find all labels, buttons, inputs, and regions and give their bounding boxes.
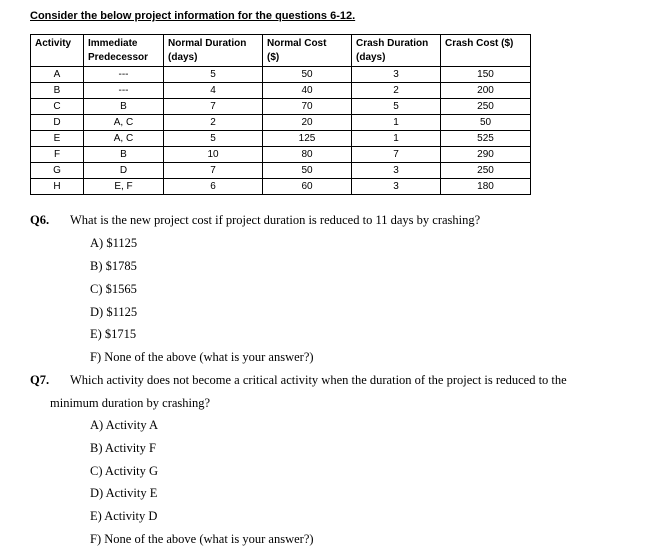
cell-normal-duration: 7 xyxy=(164,163,263,179)
cell-crash-duration: 7 xyxy=(352,147,441,163)
question-text: What is the new project cost if project duration is reduced to 11 days by crashing? xyxy=(70,213,481,227)
answer-option: A) Activity A xyxy=(90,418,159,432)
cell-crash-duration: 3 xyxy=(352,179,441,195)
table-row xyxy=(31,163,531,179)
answer-option: C) $1565 xyxy=(90,282,137,296)
answer-option: E) $1715 xyxy=(90,327,137,341)
table-row xyxy=(31,179,531,195)
cell-activity: C xyxy=(31,99,84,115)
cell-predecessor: --- xyxy=(84,67,164,83)
cell-crash-cost: 150 xyxy=(441,67,531,83)
cell-normal-duration: 5 xyxy=(164,67,263,83)
answer-option: D) $1125 xyxy=(90,305,138,319)
cell-activity: B xyxy=(31,83,84,99)
cell-activity: E xyxy=(31,131,84,147)
cell-crash-duration: 2 xyxy=(352,83,441,99)
table-row xyxy=(31,115,531,131)
answer-option: F) None of the above (what is your answer?) xyxy=(90,350,314,364)
cell-crash-cost: 200 xyxy=(441,83,531,99)
cell-normal-cost: 80 xyxy=(263,147,352,163)
cell-crash-cost: 50 xyxy=(441,115,531,131)
table-row xyxy=(31,67,531,83)
cell-activity: G xyxy=(31,163,84,179)
cell-crash-cost: 290 xyxy=(441,147,531,163)
cell-crash-duration: 5 xyxy=(352,99,441,115)
cell-normal-duration: 7 xyxy=(164,99,263,115)
question-number: Q7. xyxy=(30,373,50,387)
cell-crash-duration: 3 xyxy=(352,163,441,179)
cell-normal-cost: 50 xyxy=(263,67,352,83)
cell-activity: D xyxy=(31,115,84,131)
cell-activity: F xyxy=(31,147,84,163)
table-header-row xyxy=(31,35,531,67)
cell-predecessor: E, F xyxy=(84,179,164,195)
answer-option: C) Activity G xyxy=(90,464,159,478)
cell-crash-cost: 180 xyxy=(441,179,531,195)
cell-crash-cost: 250 xyxy=(441,99,531,115)
header-activity: Activity xyxy=(31,35,84,67)
cell-activity: A xyxy=(31,67,84,83)
project-table xyxy=(30,34,531,195)
cell-normal-cost: 70 xyxy=(263,99,352,115)
cell-normal-duration: 10 xyxy=(164,147,263,163)
cell-predecessor: A, C xyxy=(84,115,164,131)
table-row xyxy=(31,99,531,115)
answer-option: F) None of the above (what is your answer?) xyxy=(90,532,314,546)
table-row xyxy=(31,147,531,163)
cell-normal-cost: 60 xyxy=(263,179,352,195)
cell-crash-duration: 3 xyxy=(352,67,441,83)
table-row xyxy=(31,83,531,99)
header-normal-cost: Normal Cost ($) xyxy=(263,35,352,67)
question-text-continued: minimum duration by crashing? xyxy=(50,396,211,410)
answer-option: D) Activity E xyxy=(90,486,158,500)
cell-predecessor: B xyxy=(84,99,164,115)
answer-option: B) Activity F xyxy=(90,441,156,455)
cell-crash-cost: 250 xyxy=(441,163,531,179)
header-predecessor: Immediate Predecessor xyxy=(84,35,164,67)
cell-normal-cost: 125 xyxy=(263,131,352,147)
table-row xyxy=(31,131,531,147)
cell-predecessor: A, C xyxy=(84,131,164,147)
cell-normal-cost: 40 xyxy=(263,83,352,99)
cell-crash-duration: 1 xyxy=(352,131,441,147)
cell-predecessor: B xyxy=(84,147,164,163)
header-normal-duration: Normal Duration (days) xyxy=(164,35,263,67)
header-crash-cost: Crash Cost ($) xyxy=(441,35,531,67)
answer-option: E) Activity D xyxy=(90,509,158,523)
cell-normal-duration: 2 xyxy=(164,115,263,131)
cell-normal-cost: 50 xyxy=(263,163,352,179)
header-crash-duration: Crash Duration (days) xyxy=(352,35,441,67)
cell-crash-cost: 525 xyxy=(441,131,531,147)
cell-predecessor: D xyxy=(84,163,164,179)
answer-option: A) $1125 xyxy=(90,236,138,250)
cell-normal-duration: 6 xyxy=(164,179,263,195)
cell-normal-duration: 5 xyxy=(164,131,263,147)
cell-normal-cost: 20 xyxy=(263,115,352,131)
question-number: Q6. xyxy=(30,213,50,227)
question-text: Which activity does not become a critical activity when the duration of the project is reduced to the xyxy=(70,373,567,387)
section-heading: Consider the below project information for the questions 6-12. xyxy=(30,10,356,22)
cell-activity: H xyxy=(31,179,84,195)
cell-predecessor: --- xyxy=(84,83,164,99)
cell-crash-duration: 1 xyxy=(352,115,441,131)
answer-option: B) $1785 xyxy=(90,259,137,273)
cell-normal-duration: 4 xyxy=(164,83,263,99)
